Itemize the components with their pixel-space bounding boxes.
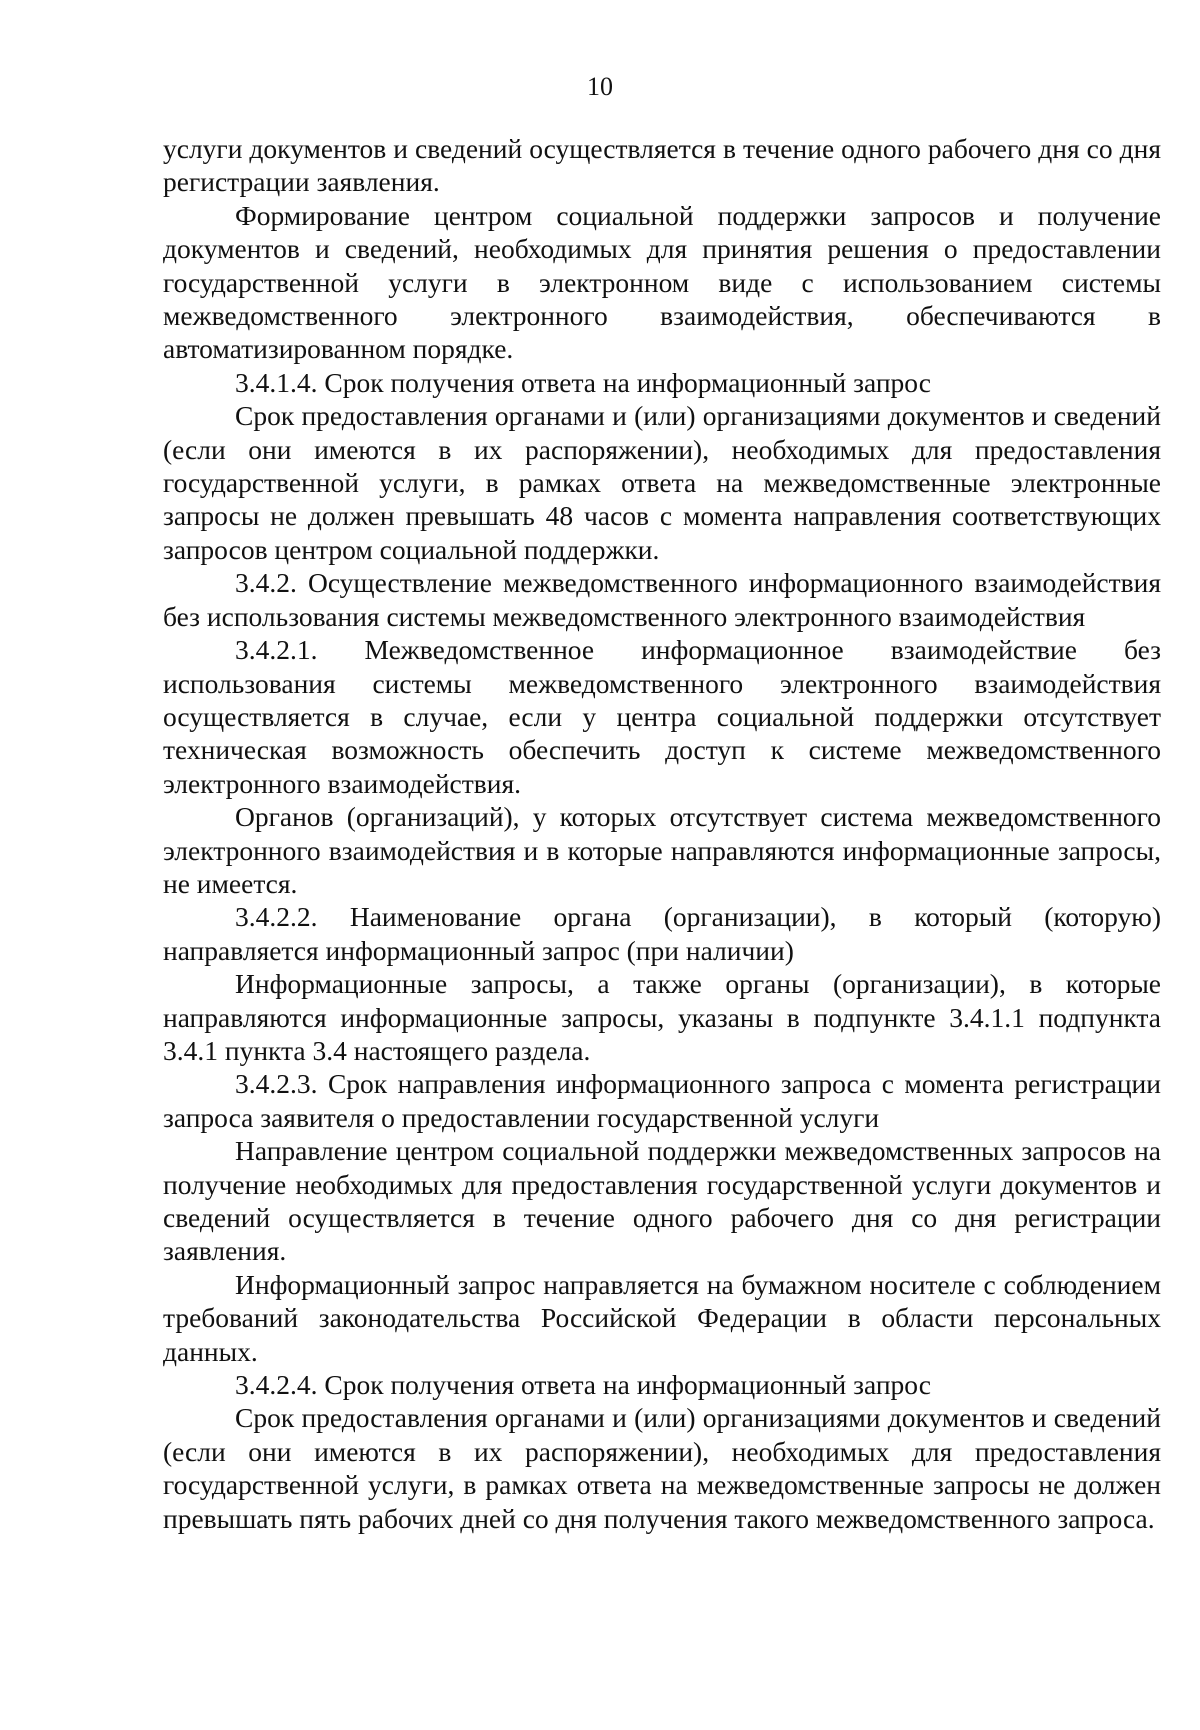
section-heading: 3.4.2. Осуществление межведомственного информационного взаимодействия без использования системы межведомственного электронного взаимодействия	[163, 567, 1161, 632]
section-heading: 3.4.2.1. Межведомственное информационное взаимодействие без использования системы межведомственного электронного взаимодействия осуществляется в случае, если у центра социальной поддержки отсутствует техническая возможность обеспечить доступ к системе межведомственного электронного взаимодействия.	[163, 634, 1161, 799]
section-heading: 3.4.2.3. Срок направления информационного запроса с момента регистрации запроса заявителя о предоставлении государственной услуги	[163, 1068, 1161, 1133]
paragraph: Органов (организаций), у которых отсутствует система межведомственного электронного взаимодействия и в которые направляются информационные запросы, не имеется.	[163, 801, 1161, 899]
paragraph: Направление центром социальной поддержки межведомственных запросов на получение необходимых для предоставления государственной услуги документов и сведений осуществляется в течение одного рабочего дня со дня регистрации заявления.	[163, 1135, 1161, 1267]
section-heading: 3.4.2.4. Срок получения ответа на информационный запрос	[235, 1369, 931, 1401]
paragraph: Срок предоставления органами и (или) организациями документов и сведений (если они имеются в их распоряжении), необходимых для предоставления государственной услуги, в рамках ответа на межведомственные запросы не должен превышать пять рабочих дней со дня получения такого межведомственного запроса.	[163, 1402, 1161, 1534]
section-heading: 3.4.2.2. Наименование органа (организации), в который (которую) направляется информационный запрос (при наличии)	[163, 901, 1161, 966]
section-heading: 3.4.1.4. Срок получения ответа на информационный запрос	[235, 366, 931, 398]
paragraph: Информационный запрос направляется на бумажном носителе с соблюдением требований законодательства Российской Федерации в области персональных данных.	[163, 1268, 1161, 1367]
page-number: 10	[587, 72, 613, 101]
paragraph: Срок предоставления органами и (или) организациями документов и сведений (если они имеются в их распоряжении), необходимых для предоставления государственной услуги, в рамках ответа на межведомственные электронные запросы не должен превышать 48 часов с момента направления соответствующих запросов центром социальной поддержки.	[163, 400, 1161, 565]
paragraph: услуги документов и сведений осуществляется в течение одного рабочего дня со дня регистрации заявления.	[163, 133, 1161, 198]
document-body	[163, 132, 1161, 1535]
paragraph: Формирование центром социальной поддержки запросов и получение документов и сведений, необходимых для принятия решения о предоставлении государственной услуги в электронном виде с использованием системы межведомственного электронного взаимодействия, обеспечиваются в автоматизированном порядке.	[163, 199, 1161, 365]
paragraph: Информационные запросы, а также органы (организации), в которые направляются информационные запросы, указаны в подпункте 3.4.1.1 подпункта 3.4.1 пункта 3.4 настоящего раздела.	[163, 968, 1161, 1066]
